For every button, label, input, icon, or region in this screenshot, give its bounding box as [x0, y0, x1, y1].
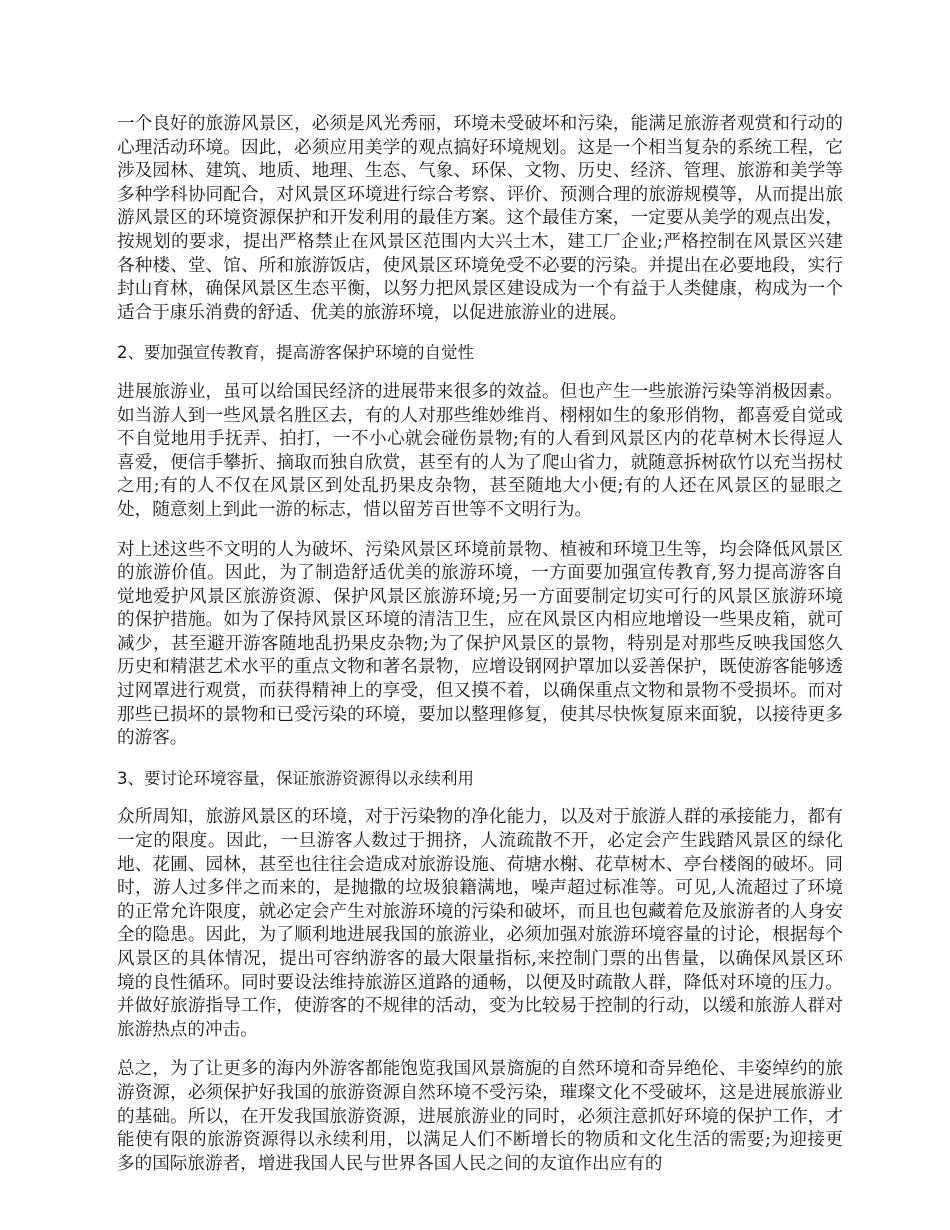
paragraph-landscape-planning: 一个良好的旅游风景区，必须是风光秀丽，环境未受破坏和污染，能满足旅游者观赏和行动的心理活动环境。因此，必须应用美学的观点搞好环境规划。这是一个相当复杂的系统工程，它涉及园林、建筑、地质、地理、生态、气象、环保、文物、历史、经济、管理、旅游和美学等多种学科协同配合，对风景区环境进行综合考察、评价、预测合理的旅游规模等，从而提出旅游风景区的环境资源保护和开发利用的最佳方案。这个最佳方案，一定要从美学的观点出发，按规划的要求，提出严格禁止在风景区范围内大兴土木，建工厂企业;严格控制在风景区兴建各种楼、堂、馆、所和旅游饭店，使风景区环境免受不必要的污染。并提出在必要地段，实行封山育林，确保风景区生态平衡，以努力把风景区建设成为一个有益于人类健康，构成为一个适合于康乐消费的舒适、优美的旅游环境，以促进旅游业的进展。 [117, 114, 843, 323]
section-heading-3: 3、要讨论环境容量，保证旅游资源得以永续利用 [117, 768, 474, 788]
document-body [117, 113, 843, 1192]
paragraph-conclusion: 总之，为了让更多的海内外游客都能饱览我国风景旖旎的自然环境和奇异绝伦、丰姿绰约的旅游资源，必须保护好我国的旅游资源自然环境不受污染，璀璨文化不受破坏，这是进展旅游业的基础。所以，在开发我国旅游资源，进展旅游业的同时，必须注意抓好环境的保护工作，才能使有限的旅游资源得以永续利用，以满足人们不断增长的物质和文化生活的需要;为迎接更多的国际旅游者，增进我国人民与世界各国人民之间的友谊作出应有的 [117, 1059, 843, 1174]
paragraph-protection-measures: 对上述这些不文明的人为破坏、污染风景区环境前景物、植被和环境卫生等，均会降低风景区的旅游价值。因此，为了制造舒适优美的旅游环境，一方面要加强宣传教育,努力提高游客自觉地爱护风景区旅游资源、保护风景区旅游环境;另一方面要制定切实可行的风景区旅游环境的保护措施。如为了保持风景区环境的清洁卫生，应在风景区内相应地增设一些果皮箱，就可减少，甚至避开游客随地乱扔果皮杂物;为了保护风景区的景物，特别是对那些反映我国悠久历史和精湛艺术水平的重点文物和著名景物，应增设钢网护罩加以妥善保护，既使游客能够透过网罩进行观赏，而获得精神上的享受，但又摸不着，以确保重点文物和景物不受损坏。而对那些已损坏的景物和已受污染的环境，要加以整理修复，使其尽快恢复原来面貌，以接待更多的游客。 [117, 539, 843, 749]
paragraph-environmental-capacity: 众所周知，旅游风景区的环境，对于污染物的净化能力，以及对于旅游人群的承接能力，都有一定的限度。因此，一旦游客人数过于拥挤，人流疏散不开，必定会产生践踏风景区的绿化地、花圃、园林，甚至也往往会造成对旅游设施、荷塘水榭、花草树木、亭台楼阁的破坏。同时，游人过多伴之而来的，是抛撒的垃圾狼籍满地，噪声超过标准等。可见,人流超过了环境的正常允许限度，就必定会产生对旅游环境的污染和破坏，而且也包藏着危及旅游者的人身安全的隐患。因此，为了顺利地进展我国的旅游业，必须加强对旅游环境容量的讨论，根据每个风景区的具体情况，提出可容纳游客的最大限量指标,来控制门票的出售量，以确保风景区环境的良性循环。同时要设法维持旅游区道路的通畅，以便及时疏散人群，降低对环境的压力。并做好旅游指导工作，使游客的不规律的活动，变为比较易于控制的行动，以缓和旅游人群对旅游热点的冲击。 [117, 807, 843, 1040]
paragraph-tourism-pollution: 进展旅游业，虽可以给国民经济的进展带来很多的效益。但也产生一些旅游污染等消极因素。如当游人到一些风景名胜区去，有的人对那些维妙维肖、栩栩如生的象形俏物，都喜爱自觉或不自觉地用手抚弄、拍打，一不小心就会碰伤景物;有的人看到风景区内的花草树木长得逗人喜爱，便信手攀折、摘取而独自欣赏，甚至有的人为了爬山省力，就随意拆树砍竹以充当拐杖之用;有的人不仅在风景区到处乱扔果皮杂物，甚至随地大小便;有的人还在风景区的显眼之处，随意刻上到此一游的标志，惜以留芳百世等不文明行为。 [117, 381, 843, 520]
section-heading-2: 2、要加强宣传教育，提高游客保护环境的自觉性 [117, 343, 474, 363]
